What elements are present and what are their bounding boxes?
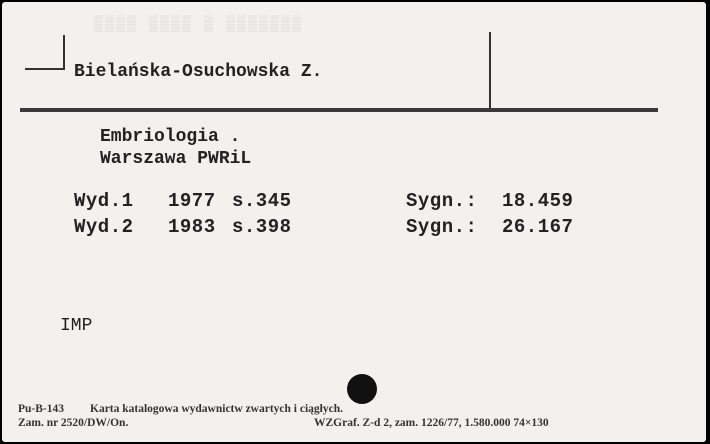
signature-label: Sygn.: xyxy=(406,216,478,238)
edition-label: Wyd.1 xyxy=(74,190,134,212)
footer-printer-info: WZGraf. Z-d 2, zam. 1226/77, 1.580.000 74×130 xyxy=(314,417,549,429)
footer-form-code: Pu-B-143 xyxy=(18,403,64,415)
signature-label: Sygn.: xyxy=(406,190,478,212)
signature-number: 18.459 xyxy=(502,190,574,212)
corner-bracket-horizontal xyxy=(25,68,65,70)
punch-hole xyxy=(347,374,377,404)
catalog-card xyxy=(2,2,706,442)
edition-pages: s.398 xyxy=(232,216,292,238)
footer-form-title: Karta katalogowa wydawnictw zwartych i ciągłych. xyxy=(90,403,343,415)
edition-label: Wyd.2 xyxy=(74,216,134,238)
title-block xyxy=(100,126,251,170)
footer-order-number: Zam. nr 2520/DW/On. xyxy=(18,417,129,429)
edition-pages: s.345 xyxy=(232,190,292,212)
edition-year: 1977 xyxy=(168,190,216,212)
note-imp: IMP xyxy=(60,316,93,336)
corner-bracket-vertical xyxy=(63,35,65,70)
heading-rule xyxy=(20,108,658,112)
faded-text-remnant: ▒▒▒▒ ▒▒▒▒ ▒ ▒▒▒▒▒▒▒ xyxy=(94,16,304,33)
title-line: Embriologia . xyxy=(100,127,241,147)
edition-year: 1983 xyxy=(168,216,216,238)
publisher-line: Warszawa PWRiL xyxy=(100,149,252,169)
column-divider xyxy=(489,32,491,108)
signature-number: 26.167 xyxy=(502,216,574,238)
author-heading: Bielańska-Osuchowska Z. xyxy=(74,62,323,82)
